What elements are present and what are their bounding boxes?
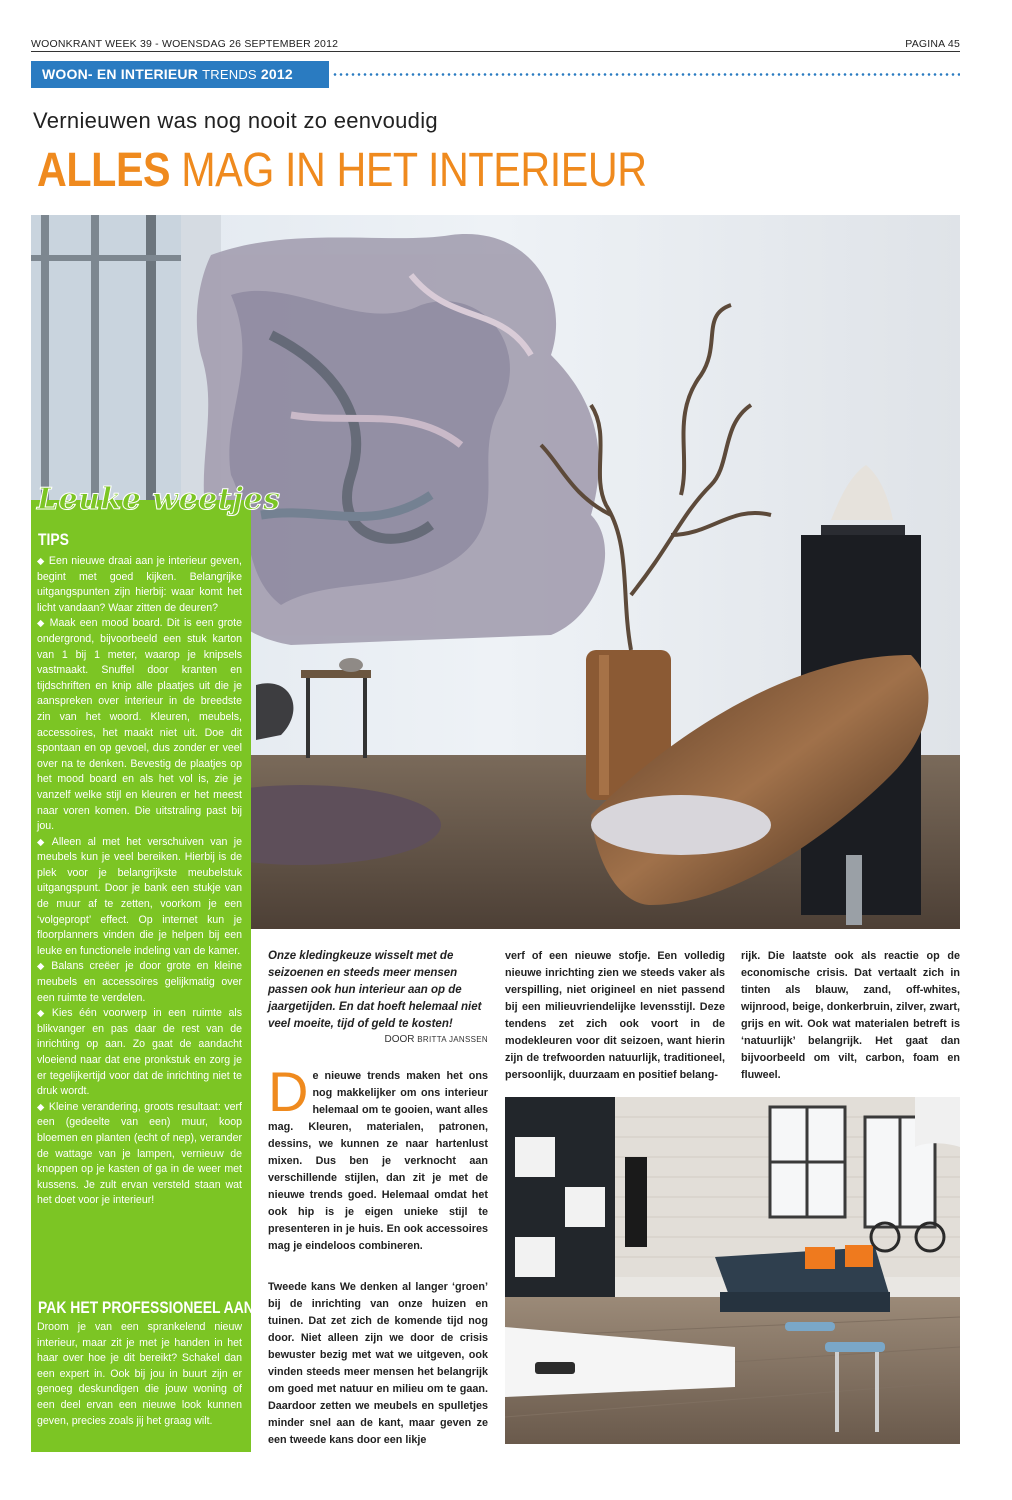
page-number: PAGINA 45 xyxy=(905,38,960,50)
drop-cap: D xyxy=(268,1060,309,1123)
article-paragraph-2: Tweede kans We denken al langer ‘groen’ bij de inrichting van onze huizen en tuinen. Dat zet zich de komende tijd nog door. Niet alleen zijn we door de crisis bewuster bezig met wat we uitgeven, ook vinden steeds meer mensen het belangrijk om goed met natuur en milieu om te gaan. Daardoor zetten we meubels en spulletjes minder snel aan de kant, maar geven ze een tweede kans door een likje xyxy=(268,1281,488,1446)
tip-item: ◆ Een nieuwe draai aan je interieur geven, begint met goed kijken. Belangrijke uitgangspunten zijn hierbij: waar komt het licht vandaan? Waar zitten de deuren? xyxy=(37,555,242,614)
article-intro: Onze kledingkeuze wisselt met de seizoenen en steeds meer mensen passen ook hun interieur aan op de jaargetijden. En dat hoeft helemaal niet veel moeite, tijd of geld te kosten! xyxy=(268,950,482,1030)
diamond-bullet-icon: ◆ xyxy=(37,836,48,848)
tips-subheading: PAK HET PROFESSIONEEL AAN xyxy=(38,1298,254,1317)
diamond-bullet-icon: ◆ xyxy=(37,556,45,567)
tips-list xyxy=(37,554,242,1209)
section-label-bold: WOON- EN INTERIEUR xyxy=(42,66,199,82)
tip-item: ◆ Kies één voorwerp in een ruimte als blikvanger en pas daar de rest van de inrichting op aan. Zo gaat de aandacht vloeiend naar dat ene pronkstuk en zorg je er tegelijkertijd voor dat de inrichting niet te druk wordt. xyxy=(37,1007,242,1098)
headline-rest: MAG IN HET INTERIEUR xyxy=(170,144,647,197)
byline xyxy=(268,1034,488,1045)
tips-closing-text: Droom je van een sprankelend nieuw interieur, maar zit je met je handen in het haar over hoe je dit bereikt? Schakel dan een expert in. Ook bij jou in buurt zijn er genoeg deskundigen die jouw woning of een deel ervan een nieuwe look kunnen geven, precies zoals jij het graag wilt. xyxy=(37,1321,242,1427)
tip-item: ◆ Alleen al met het verschuiven van je meubels kun je veel bereiken. Hierbij is de plek voor je belangrijkste meubelstuk uitgangspunt. Door je bank een stukje van de muur af te zetten, voorkom je een ‘volgepropt’ effect. Op internet kun je floorplanners vinden die je helpen bij een leuke en functionele indeling van de kamer. xyxy=(37,835,242,957)
section-label-year: 2012 xyxy=(260,66,293,82)
article-kicker: Vernieuwen was nog nooit zo eenvoudig xyxy=(33,108,438,133)
diamond-bullet-icon: ◆ xyxy=(37,618,46,630)
article-paragraph-3: verf of een nieuwe stofje. Een volledig nieuwe inrichting zien we steeds vaker als verspilling, niet origineel en niet passend bij een milieuvriendelijke levensstijl. Deze tendens zet zich ook voort in de modekleuren voor dit seizoen, want hierin zijn de trefwoorden natuurlijk, traditioneel, persoonlijk, duurzaam en positief belang- xyxy=(505,950,725,1081)
second-photo-illustration xyxy=(505,1097,960,1444)
section-label-thin: TRENDS xyxy=(202,67,257,82)
article-headline xyxy=(37,143,647,198)
article-paragraph-4: rijk. Die laatste ook als reactie op de economische crisis. Dat vertaalt zich in tinten als blauw, zand, off-whites, wijnrood, beige, donkerbruin, zilver, zwart, grijs en wit. Ook wat materialen betreft is ‘natuurlijk’ belangrijk. Het gaat dan bijvoorbeeld om vilt, carbon, foam en fluweel. xyxy=(741,950,960,1081)
diamond-bullet-icon: ◆ xyxy=(37,961,48,973)
tip-item: ◆ Kleine verandering, groots resultaat: verf een (gedeelte van een) muur, koop bloemen en planten (echt of nep), verander de wattage van je lampen, vernieuw de knoppen op je kasten of ga in de weer met kussens. Je zult ervan versteld staan wat het doet voor je interieur! xyxy=(37,1100,242,1207)
tips-heading: TIPS xyxy=(38,530,69,549)
tip-item: ◆ Balans creëer je door grote en kleine meubels en accessoires gelijkmatig over een ruimte te verdelen. xyxy=(37,960,242,1004)
byline-prefix: DOOR xyxy=(384,1034,415,1045)
dotted-rule xyxy=(332,73,960,76)
masthead-date: WOONKRANT WEEK 39 - WOENSDAG 26 SEPTEMBER 2012 xyxy=(31,38,339,50)
diamond-bullet-icon: ◆ xyxy=(37,1008,48,1020)
byline-author: BRITTA JANSSEN xyxy=(417,1035,488,1044)
headline-bold: ALLES xyxy=(37,144,171,197)
tip-item: ◆ Maak een mood board. Dit is een grote ondergrond, bijvoorbeeld een stuk karton van 1 bij 1 meter, waarop je knipsels vastmaakt. Snuffel door kranten en tijdschriften en knip alle plaatjes uit die je aanspreken over interieur in de breedste zin van het woord. Kleuren, meubels, accessoires, het maakt niet uit. Doe dit spontaan en op gevoel, dus zonder er veel over na te denken. Bevestig de plaatjes op het mood board en als het vol is, zie je vanzelf welke stijl en kleuren er het meest naar voren komen. Die uitstraling past bij jou. xyxy=(37,617,242,833)
section-label xyxy=(31,61,329,88)
second-interior-photo xyxy=(505,1097,960,1444)
diamond-bullet-icon: ◆ xyxy=(37,1101,45,1113)
tips-script-title: Leuke weetjes xyxy=(37,482,281,517)
header-divider xyxy=(31,51,960,52)
article-paragraph-1: e nieuwe trends maken het ons nog makkelijker om ons interieur helemaal om te gooien, want alles mag. Kleuren, materialen, patronen, dessins, we kunnen ze naar hartenlust mixen. Dus ben je verknocht aan verschillende stijlen, dan zit je met de nieuwe trends goed. Helemaal omdat het ook hip is je eigen unieke stijl te presenteren in je huis. En ook accessoires mag je eindeloos combineren. xyxy=(268,1070,488,1252)
article-column-1 xyxy=(268,1060,488,1255)
